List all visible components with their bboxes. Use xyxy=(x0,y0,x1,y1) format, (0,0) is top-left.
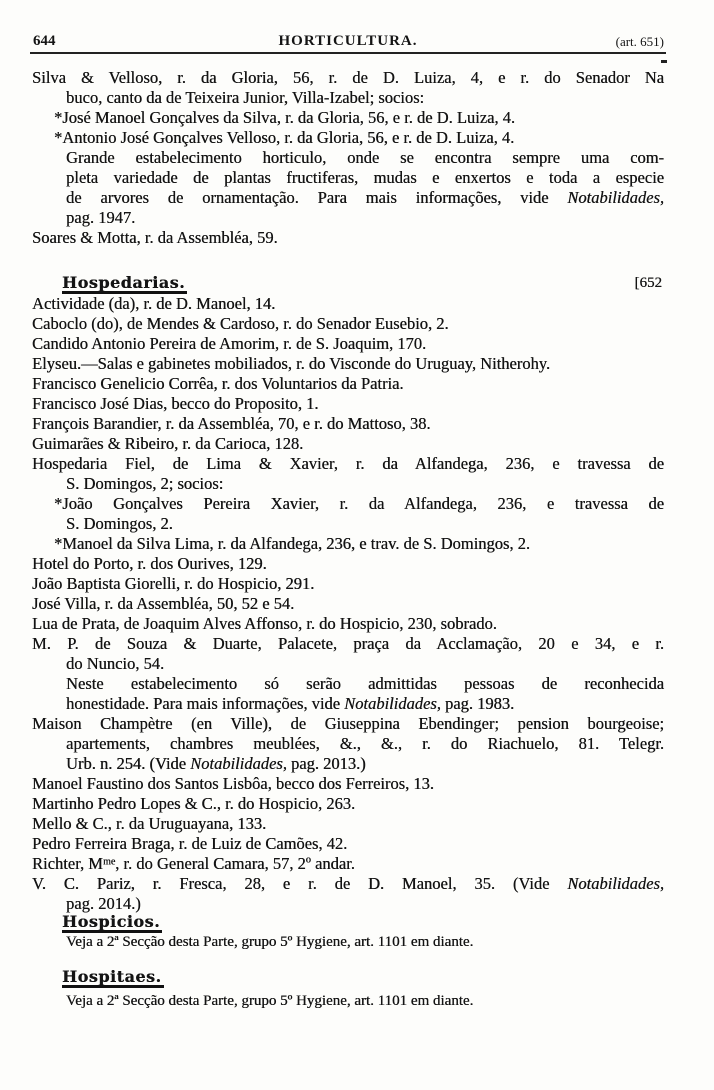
directory-entry xyxy=(32,774,664,794)
section-title: Hospicios. xyxy=(62,912,161,931)
directory-entry xyxy=(32,814,664,834)
partner-entry xyxy=(32,108,664,128)
text-line: Maison Champètre (en Ville), de Giuseppina Ebendinger; pension bourgeoise; xyxy=(32,714,664,733)
text-line: Hotel do Porto, r. dos Ourives, 129. xyxy=(32,554,267,573)
partner-entry xyxy=(32,494,664,534)
text-line: pag. 1947. xyxy=(66,208,136,227)
directory-entry xyxy=(32,374,664,394)
text-line: Martinho Pedro Lopes & C., r. do Hospicio, 263. xyxy=(32,794,356,813)
directory-entry xyxy=(32,874,664,914)
text-line: Actividade (da), r. de D. Manoel, 14. xyxy=(32,294,276,313)
page-number: 644 xyxy=(33,33,56,49)
text-line: M. P. de Souza & Duarte, Palacete, praça da Acclamação, 20 e 34, e r. xyxy=(32,634,664,653)
directory-entry xyxy=(32,854,664,874)
text-line: Francisco Genelicio Corrêa, r. dos Voluntarios da Patria. xyxy=(32,374,404,393)
text-line: buco, canto da de Teixeira Junior, Villa-Izabel; socios: xyxy=(66,88,425,107)
text-line: Manoel Faustino dos Santos Lisbôa, becco dos Ferreiros, 13. xyxy=(32,774,434,793)
directory-column xyxy=(32,68,664,1011)
text-line: pag. 2014.) xyxy=(66,894,141,913)
text-line: Silva & Velloso, r. da Gloria, 56, r. de D. Luiza, 4, e r. do Senador Na xyxy=(32,68,664,87)
text-line: *Manoel da Silva Lima, r. da Alfandega, 236, e trav. de S. Domingos, 2. xyxy=(54,534,530,553)
directory-entry xyxy=(32,314,664,334)
running-header xyxy=(30,32,666,54)
text-line: Pedro Ferreira Braga, r. de Luiz de Camões, 42. xyxy=(32,834,348,853)
entry-note xyxy=(32,674,664,714)
text-line: Candido Antonio Pereira de Amorim, r. de S. Joaquim, 170. xyxy=(32,334,427,353)
text-line: Veja a 2ª Secção desta Parte, grupo 5º Hygiene, art. 1101 em diante. xyxy=(66,993,474,1009)
text-line: *José Manoel Gonçalves da Silva, r. da Gloria, 56, e r. de D. Luiza, 4. xyxy=(54,108,515,127)
text-line: S. Domingos, 2; socios: xyxy=(66,474,224,493)
directory-entry xyxy=(32,454,664,494)
directory-entry xyxy=(32,574,664,594)
directory-entry xyxy=(32,294,664,314)
directory-entry xyxy=(32,834,664,854)
text-line: Richter, Mᵐᵉ, r. do General Camara, 57, 2º andar. xyxy=(32,854,355,873)
text-line: honestidade. Para mais informações, vide Notabilidades, pag. 1983. xyxy=(66,694,515,713)
text-line: Francisco José Dias, becco do Proposito, 1. xyxy=(32,394,319,413)
text-line: V. C. Pariz, r. Fresca, 28, e r. de D. Manoel, 35. (Vide Notabilidades, xyxy=(32,874,664,893)
text-line: José Villa, r. da Assembléa, 50, 52 e 54. xyxy=(32,594,295,613)
text-line: Urb. n. 254. (Vide Notabilidades, pag. 2013.) xyxy=(66,754,366,773)
text-line: François Barandier, r. da Assembléa, 70, e r. do Mattoso, 38. xyxy=(32,414,431,433)
entry-note xyxy=(32,991,664,1011)
directory-entry xyxy=(32,354,664,374)
text-line: de arvores de ornamentação. Para mais informações, vide Notabilidades, xyxy=(66,188,664,207)
entry-note xyxy=(32,932,664,952)
section-title: Hospitaes. xyxy=(62,967,162,986)
text-line: apartements, chambres meublées, &., &., r. do Riachuelo, 81. Telegr. xyxy=(66,734,664,753)
text-line: Mello & C., r. da Uruguayana, 133. xyxy=(32,814,267,833)
text-line: Hospedaria Fiel, de Lima & Xavier, r. da Alfandega, 236, e travessa de xyxy=(32,454,664,473)
directory-entry xyxy=(32,228,664,248)
directory-entry xyxy=(32,614,664,634)
text-line: Caboclo (do), de Mendes & Cardoso, r. do Senador Eusebio, 2. xyxy=(32,314,449,333)
text-line: Neste estabelecimento só serão admittidas pessoas de reconhecida xyxy=(66,674,664,693)
text-line: *João Gonçalves Pereira Xavier, r. da Alfandega, 236, e travessa de xyxy=(54,494,664,513)
section-title: Hospedarias. xyxy=(62,273,186,292)
article-reference: (art. 651) xyxy=(615,34,664,49)
text-line: Lua de Prata, de Joaquim Alves Affonso, r. do Hospicio, 230, sobrado. xyxy=(32,614,497,633)
directory-entry xyxy=(32,554,664,574)
text-line: Elyseu.—Salas e gabinetes mobiliados, r. do Visconde do Uruguay, Nitherohy. xyxy=(32,354,551,373)
entry-note xyxy=(32,148,664,228)
directory-entry xyxy=(32,714,664,774)
directory-entry xyxy=(32,794,664,814)
text-line: do Nuncio, 54. xyxy=(66,654,165,673)
text-line: S. Domingos, 2. xyxy=(66,514,173,533)
directory-entry xyxy=(32,434,664,454)
partner-entry xyxy=(32,534,664,554)
print-mark xyxy=(661,60,667,63)
directory-entry xyxy=(32,68,664,108)
partner-entry xyxy=(32,128,664,148)
section-heading xyxy=(62,914,664,930)
directory-entry xyxy=(32,394,664,414)
section-reference: [652 xyxy=(634,275,662,291)
section-heading xyxy=(62,969,664,985)
text-line: Guimarães & Ribeiro, r. da Carioca, 128. xyxy=(32,434,304,453)
directory-entry xyxy=(32,634,664,674)
running-title: HORTICULTURA. xyxy=(278,33,418,49)
text-line: *Antonio José Gonçalves Velloso, r. da Gloria, 56, e r. de D. Luiza, 4. xyxy=(54,128,515,147)
text-line: João Baptista Giorelli, r. do Hospicio, 291. xyxy=(32,574,315,593)
text-line: pleta variedade de plantas fructiferas, mudas e enxertos e toda a especie xyxy=(66,168,664,187)
text-line: Veja a 2ª Secção desta Parte, grupo 5º Hygiene, art. 1101 em diante. xyxy=(66,934,474,950)
text-line: Grande estabelecimento horticulo, onde se encontra sempre uma com- xyxy=(66,148,664,167)
directory-entry xyxy=(32,414,664,434)
directory-entry xyxy=(32,334,664,354)
section-heading xyxy=(62,275,664,291)
text-line: Soares & Motta, r. da Assembléa, 59. xyxy=(32,228,278,247)
directory-entry xyxy=(32,594,664,614)
